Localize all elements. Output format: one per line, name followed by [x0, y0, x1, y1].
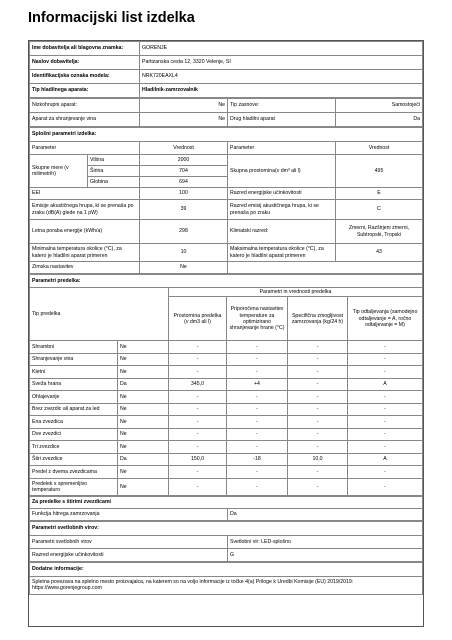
compartment-row — [30, 366, 423, 379]
compartment-temp: - — [227, 391, 288, 404]
climate-class-label: Klimatski razred: — [228, 220, 336, 244]
compartment-defrost: - — [348, 391, 423, 404]
width-value: 704 — [140, 166, 228, 177]
type-value: Hladilnik-zamrzovalnik — [140, 84, 423, 98]
product-info-sheet — [28, 40, 424, 627]
model-value: NRK720EAXL4 — [140, 70, 423, 84]
compartment-volume: - — [169, 353, 227, 366]
general-col-param2: Parameter — [228, 142, 336, 155]
compartment-rows — [30, 341, 423, 496]
wine-storage-value: Ne — [140, 113, 228, 127]
width-label: Širina — [88, 166, 140, 177]
compartment-capacity: - — [288, 428, 348, 441]
compartment-name: Shranjevanje vina — [30, 353, 118, 366]
depth-label: Globina — [88, 177, 140, 188]
energy-class-value: E — [336, 188, 423, 200]
other-appliance-value: Da — [336, 113, 423, 127]
compartment-presence: Ne — [118, 416, 169, 429]
compartment-volume: - — [169, 428, 227, 441]
compartment-capacity: - — [288, 391, 348, 404]
address-value: Partizanska cesta 12, 3320 Velenje, SI — [140, 56, 423, 70]
min-temp-value: 10 — [140, 244, 228, 262]
model-label: Identifikacijska oznaka modela: — [30, 70, 140, 84]
noise-class-label: Razred emisij akustičnega hrupa, ki se prenaša po zraku — [228, 200, 336, 220]
compartment-volume: - — [169, 391, 227, 404]
extra-text: Spletna povezava na spletno mesto proizvajalca, na katerem so na voljo informacije iz točke 4(a) Priloge k Uredbi Komisije (EU) 2019/2019: https://www.gorenjegroup.com — [30, 576, 423, 594]
compartment-name: Dve zvezdici — [30, 428, 118, 441]
compartment-table — [29, 274, 423, 496]
compartment-defrost: - — [348, 341, 423, 354]
compartment-defrost: - — [348, 478, 423, 495]
max-temp-label: Maksimalna temperatura okolice (°C), za katero je hladilni aparat primeren — [228, 244, 336, 262]
compartment-row — [30, 428, 423, 441]
compartment-capacity: - — [288, 366, 348, 379]
compartment-row — [30, 453, 423, 466]
address-label: Naslov dobavitelja: — [30, 56, 140, 70]
compartment-capacity: - — [288, 441, 348, 454]
climate-class-value: Zmerni, Razširjeni zmerni, Subtropski, Tropski — [336, 220, 423, 244]
compartment-temp: - — [227, 441, 288, 454]
compartment-presence: Ne — [118, 341, 169, 354]
compartment-temp: - — [227, 416, 288, 429]
compartment-presence: Ne — [118, 403, 169, 416]
compartment-name: Štiri zvezdice — [30, 453, 118, 466]
compartment-volume: - — [169, 478, 227, 495]
compartment-volume: - — [169, 403, 227, 416]
compartment-params-header: Parametri in vrednosti predelka — [169, 288, 423, 297]
compartment-presence: Ne — [118, 466, 169, 479]
compartment-capacity: - — [288, 378, 348, 391]
compartment-volume: - — [169, 466, 227, 479]
type-label: Tip hladilnega aparata: — [30, 84, 140, 98]
compartment-row — [30, 478, 423, 495]
compartment-defrost: - — [348, 416, 423, 429]
compartment-temp: - — [227, 403, 288, 416]
compartment-name: Ohlajevanje — [30, 391, 118, 404]
noise-class-value: C — [336, 200, 423, 220]
supplier-value: GORENJE — [140, 42, 423, 56]
compartment-defrost: - — [348, 441, 423, 454]
light-heading: Parametri svetlobnih virov: — [30, 521, 423, 535]
compartment-row — [30, 466, 423, 479]
energy-class-label: Razred energijske učinkovitosti — [228, 188, 336, 200]
general-params-table — [29, 127, 423, 274]
page-title: Informacijski list izdelka — [28, 10, 195, 26]
compartment-capacity: - — [288, 466, 348, 479]
compartment-type-header: Tip predelka — [30, 288, 169, 341]
compartment-presence: Da — [118, 378, 169, 391]
header-table — [29, 41, 423, 98]
light-class-value: G — [228, 548, 423, 561]
compartment-row — [30, 341, 423, 354]
compartment-volume: - — [169, 366, 227, 379]
compartment-row — [30, 403, 423, 416]
winter-setting-value: Ne — [140, 262, 228, 274]
noise-label: Emisije akustičnega hrupa, ki se prenaša po zraku (dB(A) glede na 1 pW) — [30, 200, 140, 220]
compartment-temp: - — [227, 466, 288, 479]
wine-storage-label: Aparat za shranjevanje vina — [30, 113, 140, 127]
compartment-name: Tri zvezdice — [30, 441, 118, 454]
col-capacity-header: Specifična zmogljivost zamrzovanja (kg/24 h) — [288, 297, 348, 341]
compartment-capacity: - — [288, 416, 348, 429]
supplier-label: Ime dobavitelja ali blagovna znamka: — [30, 42, 140, 56]
compartment-name: Brez zvezdic ali aparat za led — [30, 403, 118, 416]
compartment-name: Ena zvezdica — [30, 416, 118, 429]
total-volume-label: Skupna prostornina(v dm³ ali l) — [228, 155, 336, 188]
compartment-capacity: - — [288, 478, 348, 495]
depth-value: 694 — [140, 177, 228, 188]
max-temp-value: 43 — [336, 244, 423, 262]
compartment-volume: - — [169, 341, 227, 354]
compartment-capacity: - — [288, 341, 348, 354]
col-volume-header: Prostornina predelka (v dm3 ali l) — [169, 297, 227, 341]
compartment-presence: Ne — [118, 428, 169, 441]
design-table — [29, 98, 423, 127]
compartment-volume: 150,0 — [169, 453, 227, 466]
compartment-row — [30, 416, 423, 429]
compartment-presence: Ne — [118, 441, 169, 454]
fourstar-heading: Za predelke s štirimi zvezdicami — [30, 496, 423, 508]
extra-table — [29, 562, 423, 595]
compartment-defrost: A — [348, 453, 423, 466]
light-type-value: Svetlobni vir: LED-splošno — [228, 535, 423, 548]
compartment-presence: Ne — [118, 391, 169, 404]
design-type-label: Tip zasnove: — [228, 99, 336, 113]
compartment-temp: +4 — [227, 378, 288, 391]
compartment-name: Kletni — [30, 366, 118, 379]
col-defrost-header: Tip odtaljevanja (samodejno odtaljevanje = A, ročno odtaljevanje = M) — [348, 297, 423, 341]
compartment-temp: - — [227, 428, 288, 441]
compartment-name: Predel z dvema zvezdicama — [30, 466, 118, 479]
fast-freeze-value: Da — [228, 508, 423, 520]
compartment-volume: 345,0 — [169, 378, 227, 391]
total-volume-value: 495 — [336, 155, 423, 188]
annual-energy-value: 298 — [140, 220, 228, 244]
compartment-temp: -18 — [227, 453, 288, 466]
compartment-capacity: - — [288, 403, 348, 416]
general-col-param: Parameter — [30, 142, 140, 155]
noise-value: 39 — [140, 200, 228, 220]
eei-value: 100 — [140, 188, 228, 200]
compartment-presence: Da — [118, 453, 169, 466]
compartment-name: Sveža hrana — [30, 378, 118, 391]
compartment-row — [30, 391, 423, 404]
design-type-value: Samostoječi — [336, 99, 423, 113]
compartment-row — [30, 378, 423, 391]
height-label: Višina — [88, 155, 140, 166]
height-value: 2000 — [140, 155, 228, 166]
general-col-value: Vrednost — [140, 142, 228, 155]
extra-heading: Dodatne informacije: — [30, 562, 423, 576]
col-temp-header: Priporočena nastavitev temperature za optimizirano shranjevanje hrane (°C) — [227, 297, 288, 341]
low-noise-value: Ne — [140, 99, 228, 113]
compartment-defrost: - — [348, 353, 423, 366]
min-temp-label: Minimalna temperatura okolice (°C), za katero je hladilni aparat primeren — [30, 244, 140, 262]
compartment-defrost: - — [348, 403, 423, 416]
compartment-temp: - — [227, 366, 288, 379]
compartment-presence: Ne — [118, 366, 169, 379]
compartment-defrost: - — [348, 428, 423, 441]
compartment-volume: - — [169, 416, 227, 429]
compartment-temp: - — [227, 341, 288, 354]
other-appliance-label: Drug hladilni aparat — [228, 113, 336, 127]
winter-setting-label: Zimska nastavitev — [30, 262, 140, 274]
compartment-row — [30, 353, 423, 366]
compartment-capacity: - — [288, 353, 348, 366]
compartment-presence: Ne — [118, 478, 169, 495]
general-params-heading: Splošni parametri izdelka: — [30, 128, 423, 142]
fast-freeze-label: Funkcija hitrega zamrzovanja — [30, 508, 228, 520]
compartment-name: Shrambni — [30, 341, 118, 354]
eei-label: EEI — [30, 188, 140, 200]
low-noise-label: Nizkohrupni aparat: — [30, 99, 140, 113]
compartment-defrost: - — [348, 366, 423, 379]
light-class-label: Razred energijske učinkovitosti — [30, 548, 228, 561]
compartment-temp: - — [227, 353, 288, 366]
light-type-label: Parametri svetlobnih virov — [30, 535, 228, 548]
compartment-capacity: 10,0 — [288, 453, 348, 466]
dimensions-label: Skupne mere (v milimetrih) — [30, 155, 88, 188]
compartment-heading: Parametri predelka: — [30, 275, 423, 288]
compartment-defrost: A — [348, 378, 423, 391]
compartment-temp: - — [227, 478, 288, 495]
fourstar-table — [29, 496, 423, 521]
compartment-volume: - — [169, 441, 227, 454]
annual-energy-label: Letna poraba energije (kWh/a) — [30, 220, 140, 244]
compartment-presence: Ne — [118, 353, 169, 366]
compartment-row — [30, 441, 423, 454]
light-table — [29, 521, 423, 562]
compartment-defrost: - — [348, 466, 423, 479]
general-col-value2: Vrednost — [336, 142, 423, 155]
compartment-name: Predelek s spremenljivo temperaturo — [30, 478, 118, 495]
